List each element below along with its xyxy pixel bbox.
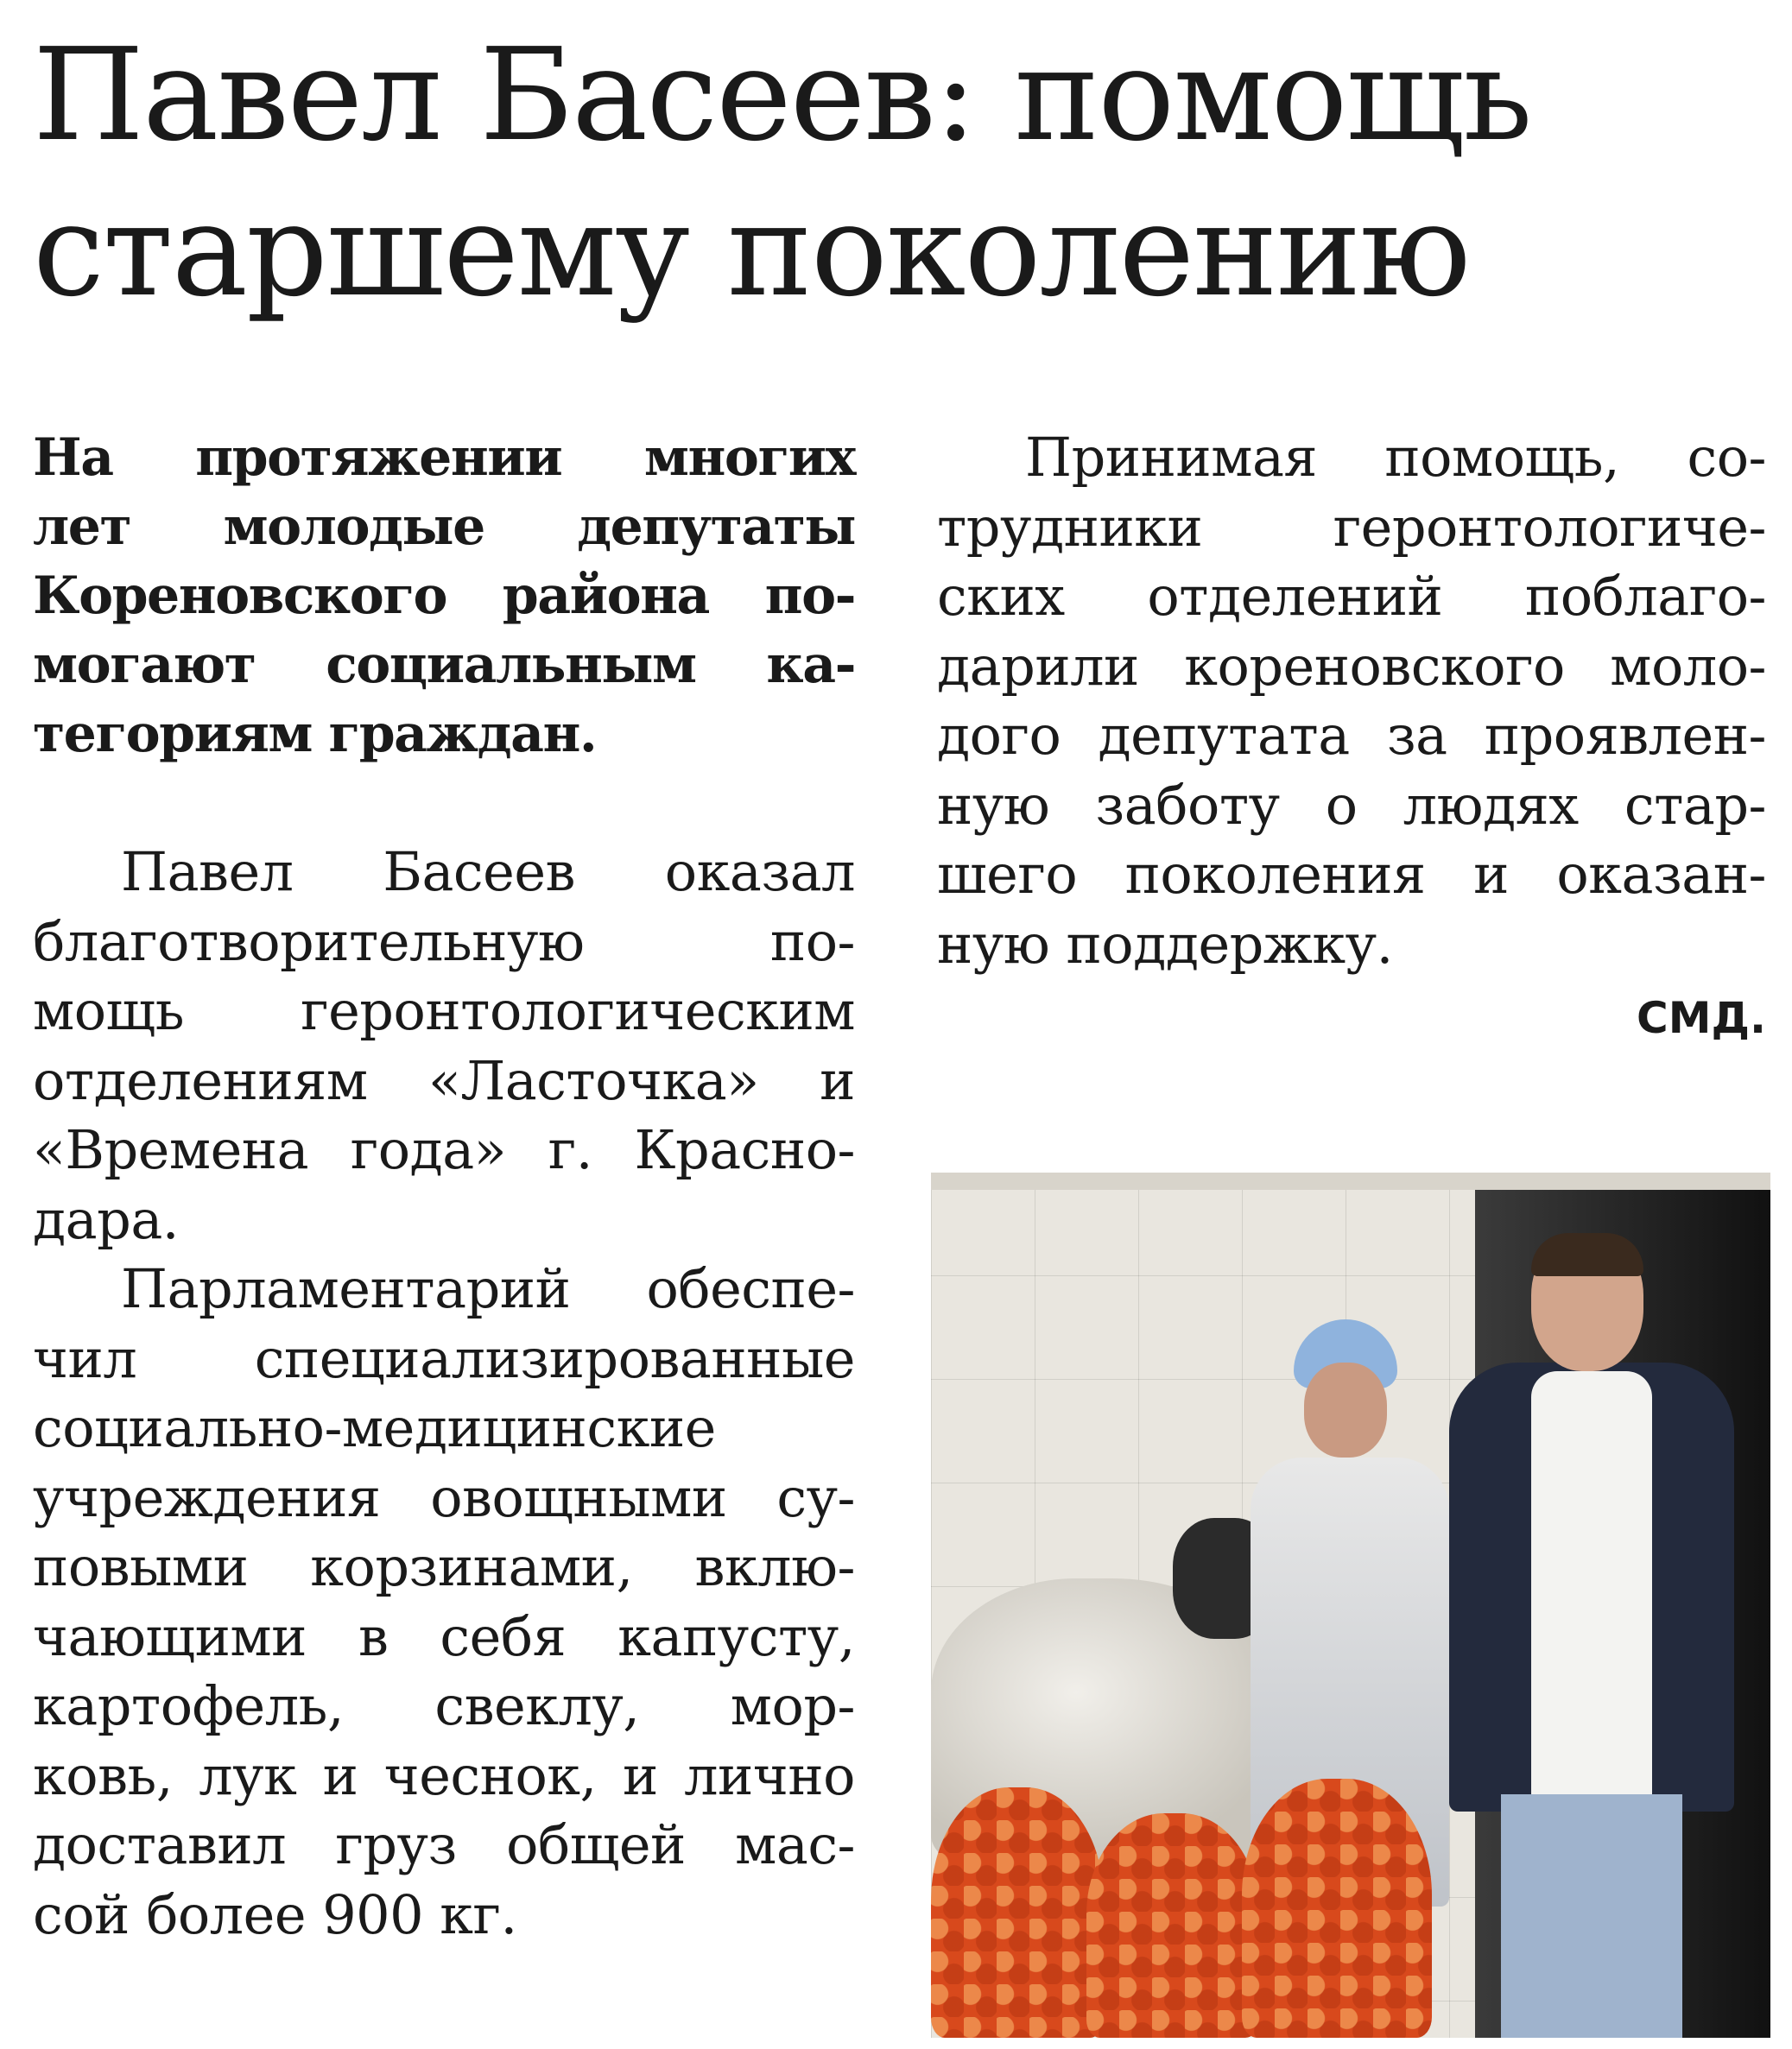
- lead-line: лет молодые депутаты: [33, 496, 855, 557]
- body-line: повыми корзинами, вклю-: [33, 1535, 855, 1598]
- body-line: дарили кореновского моло-: [937, 634, 1766, 698]
- body-line: Принимая помощь, со-: [1025, 426, 1766, 489]
- body-line: ковь, лук и чеснок, и лично: [33, 1743, 855, 1807]
- body-line: доставил груз общей мас-: [33, 1813, 855, 1876]
- body-line: ную поддержку.: [937, 912, 1393, 976]
- headline-line: старшему поколению: [33, 176, 1470, 325]
- body-line: шего поколения и оказан-: [937, 843, 1766, 906]
- body-line: трудники геронтологиче-: [937, 495, 1766, 559]
- body-paragraph-3: [937, 423, 1766, 979]
- body-line: ную заботу о людях стар-: [937, 773, 1766, 837]
- body-paragraph-1: [33, 838, 855, 1255]
- headline-line: Павел Басеев: помощь: [33, 21, 1531, 169]
- body-line: дара.: [33, 1187, 179, 1251]
- photo-onion-sack: [1086, 1813, 1259, 2038]
- article-headline: [33, 17, 1760, 328]
- left-column: [33, 423, 855, 1950]
- body-line: ских отделений поблаго-: [937, 565, 1766, 628]
- photo-man: [1449, 1233, 1734, 2038]
- lead-line: тегориям граждан.: [33, 704, 597, 764]
- right-column: [937, 423, 1766, 1048]
- photo-onion-sacks: [931, 1777, 1458, 2038]
- lead-line: На протяжении многих: [33, 427, 855, 488]
- photo-man-jeans: [1501, 1794, 1682, 2038]
- body-line: чающими в себя капусту,: [33, 1604, 855, 1668]
- body-line: картофель, свеклу, мор-: [33, 1674, 855, 1737]
- photo-woman-face: [1304, 1363, 1387, 1458]
- body-line: сой более 900 кг.: [33, 1882, 517, 1946]
- photo-wall: [931, 1173, 1770, 1190]
- lead-line: могают социальным ка-: [33, 635, 855, 695]
- photo-onion-sack: [1242, 1779, 1432, 2038]
- body-line: благотворительную по-: [33, 909, 855, 973]
- author-signature: СМД.: [1637, 993, 1766, 1043]
- body-line: чил специализированные: [33, 1326, 855, 1390]
- body-line: Парламентарий обеспе-: [121, 1257, 855, 1320]
- body-line: дого депутата за проявлен-: [937, 704, 1766, 767]
- photo-onion-sack: [931, 1787, 1104, 2038]
- photo-man-shirt: [1531, 1371, 1652, 1803]
- article-photo: [931, 1173, 1770, 2038]
- photo-man-hair: [1531, 1233, 1643, 1276]
- body-paragraph-2: [33, 1255, 855, 1950]
- lead-line: Кореновского района по-: [33, 566, 855, 626]
- body-line: Павел Басеев оказал: [121, 840, 855, 903]
- body-line: мощь геронтологическим: [33, 979, 855, 1042]
- body-line: отделениям «Ласточка» и: [33, 1048, 855, 1112]
- lead-paragraph: [33, 423, 855, 768]
- body-line: социально-медицинские: [33, 1396, 716, 1459]
- body-line: «Времена года» г. Красно-: [33, 1118, 855, 1181]
- body-line: учреждения овощными су-: [33, 1465, 855, 1529]
